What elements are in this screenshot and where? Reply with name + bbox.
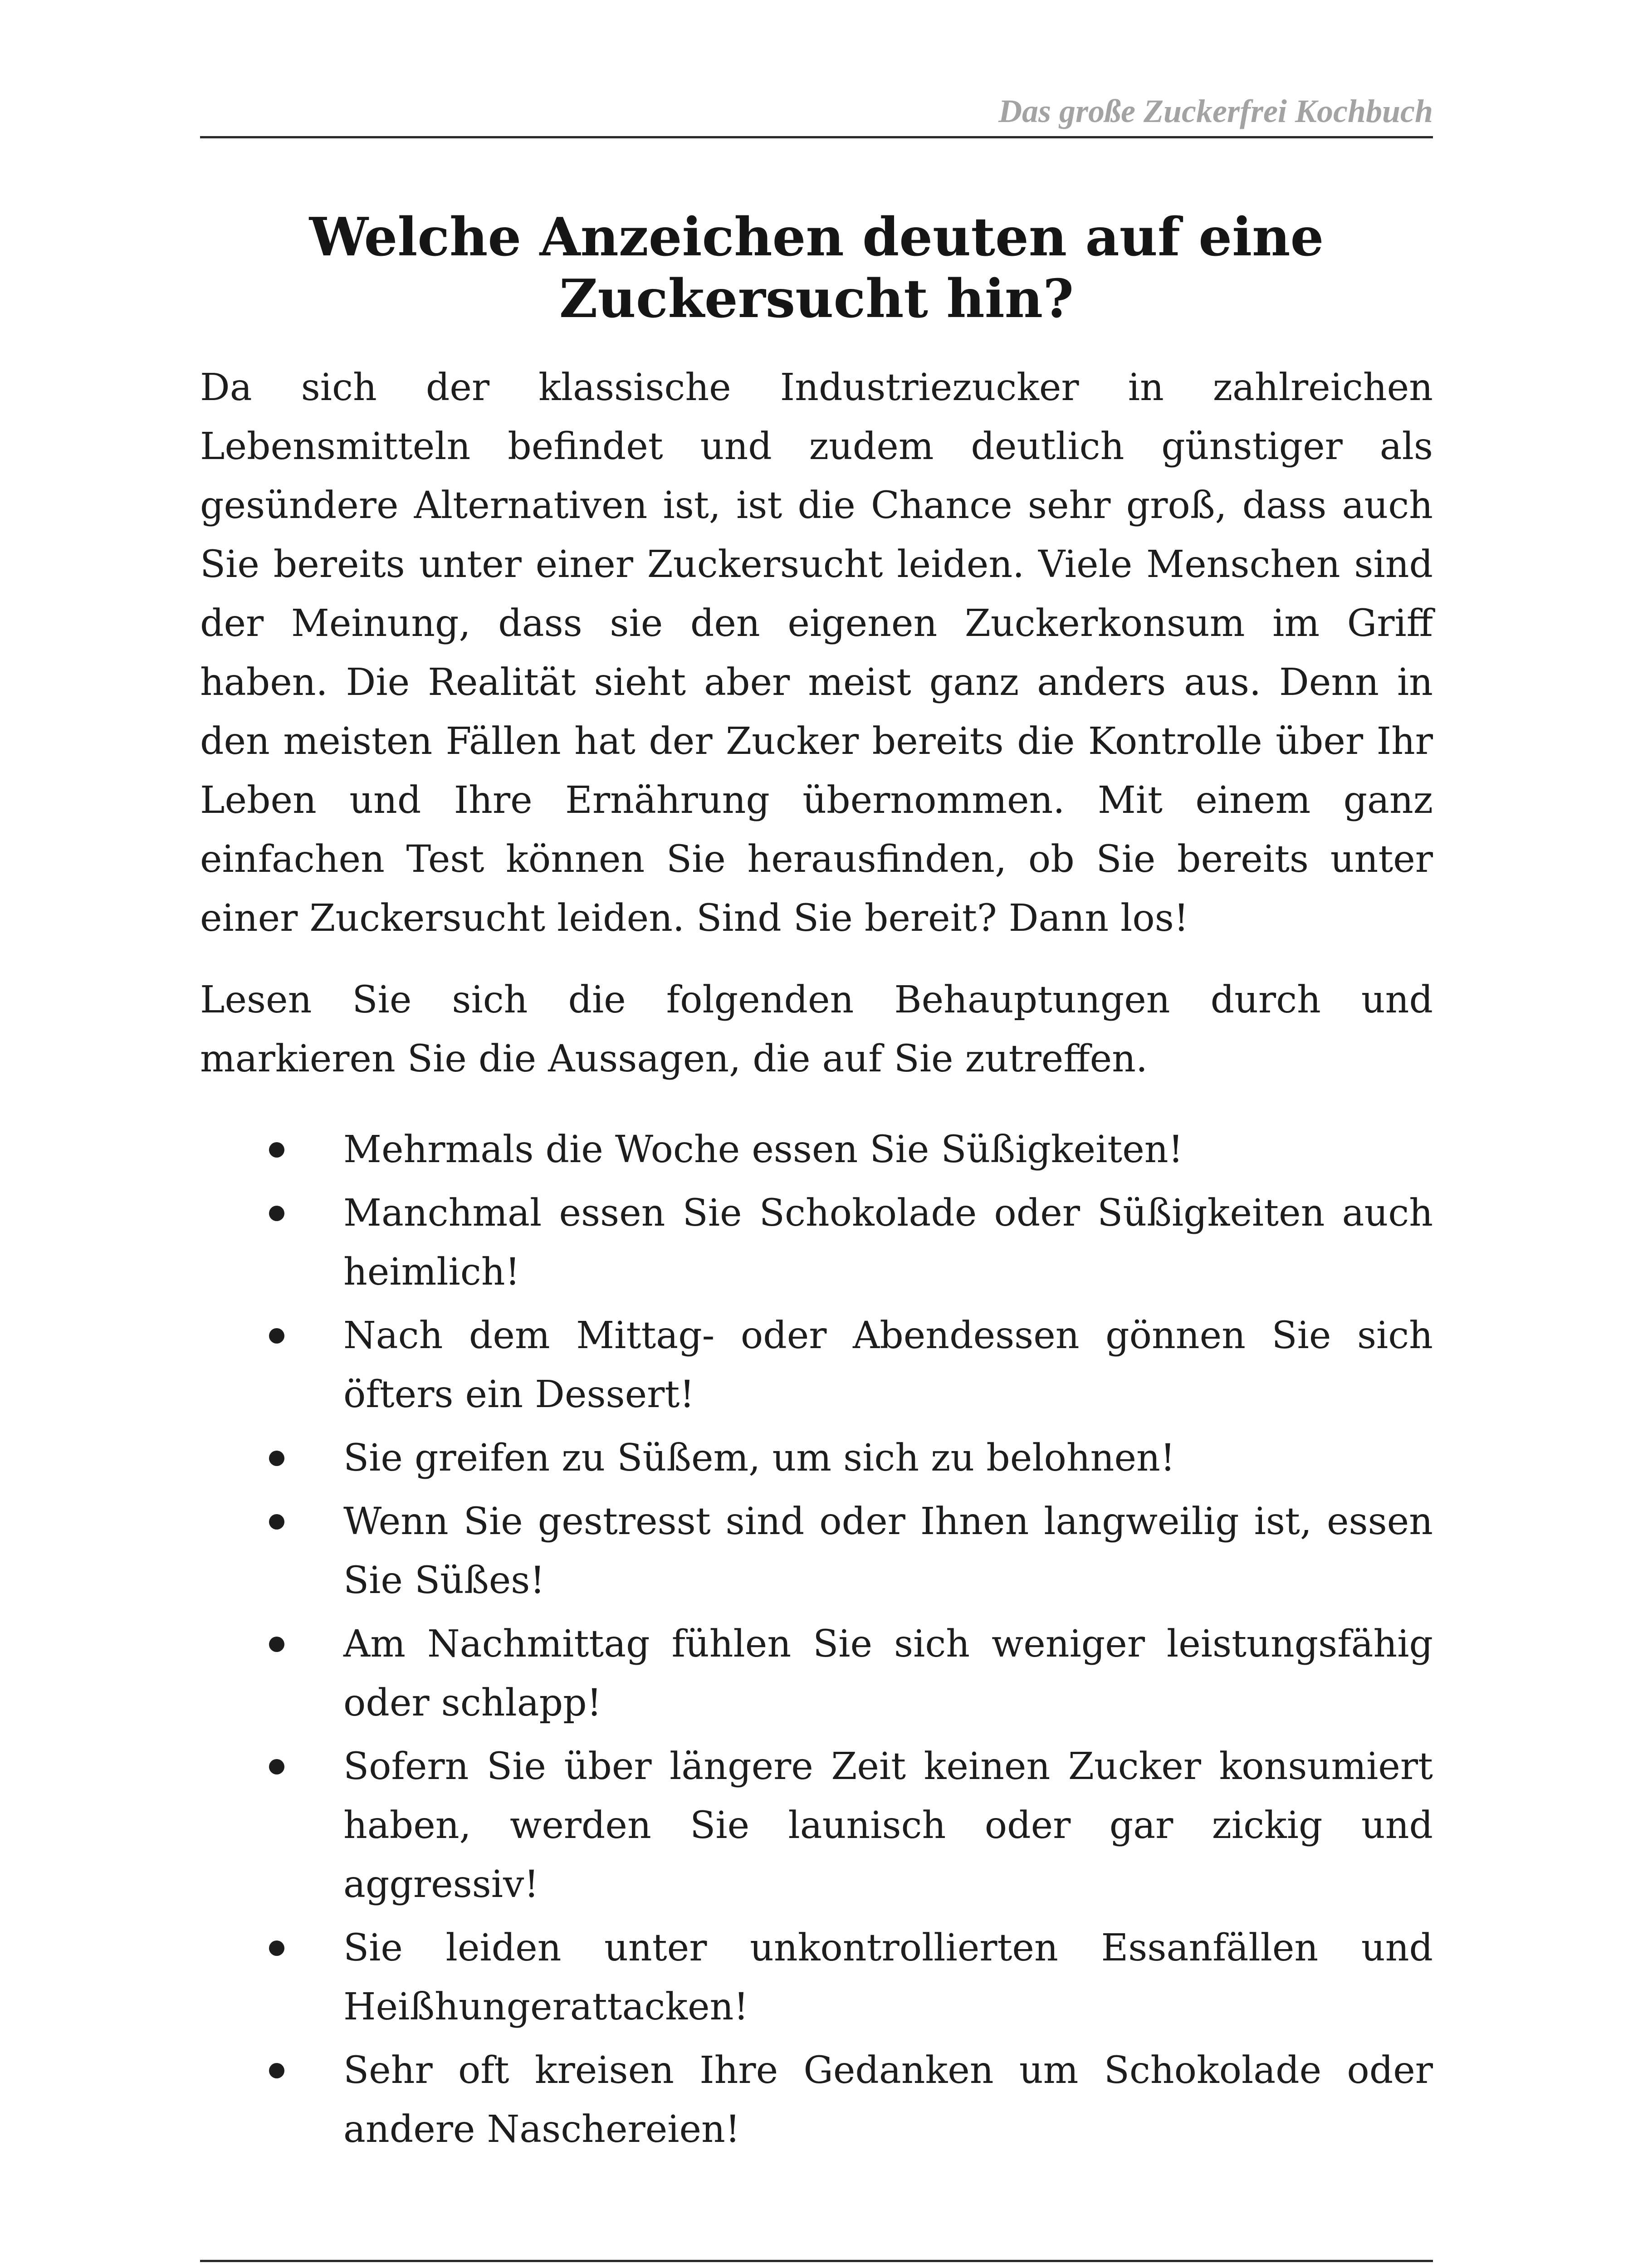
bullet-icon	[269, 1514, 284, 1530]
header-divider	[200, 136, 1433, 138]
list-item	[200, 1184, 1433, 1302]
bullet-icon	[269, 2063, 284, 2078]
footer-divider	[200, 2260, 1433, 2262]
intro-paragraph: Da sich der klassische Industriezucker in zahlreichen Lebensmitteln befindet und zudem deutlich günstiger als gesündere Alternativen ist, ist die Chance sehr groß, dass auch Sie bereits unter einer Zuckersucht leiden. Viele Menschen sind der Meinung, dass sie den eigenen Zuckerkonsum im Griff haben. Die Realität sieht aber meist ganz anders aus. Denn in den meisten Fällen hat der Zucker bereits die Kontrolle über Ihr Leben und Ihre Ernährung übernommen. Mit einem ganz einfachen Test können Sie herausfinden, ob Sie bereits unter einer Zuckersucht leiden. Sind Sie bereit? Dann los!	[200, 366, 1433, 940]
list-item-text: Am Nachmittag fühlen Sie sich weniger leistungsfähig oder schlapp!	[343, 1623, 1433, 1725]
list-item-text: Mehrmals die Woche essen Sie Süßigkeiten!	[343, 1128, 1183, 1171]
bullet-icon	[269, 1637, 284, 1652]
chapter-title: Welche Anzeichen deuten auf eine Zuckersucht hin?	[309, 206, 1324, 330]
list-item-text: Wenn Sie gestresst sind oder Ihnen langweilig ist, essen Sie Süßes!	[343, 1500, 1433, 1602]
list-item	[200, 1615, 1433, 1733]
list-item-text: Sie leiden unter unkontrollierten Essanfällen und Heißhungerattacken!	[343, 1926, 1433, 2028]
bullet-icon	[269, 1759, 284, 1774]
list-item	[200, 2041, 1433, 2159]
list-item	[200, 1306, 1433, 1424]
running-header: Das große Zuckerfrei Kochbuch	[998, 93, 1433, 129]
bullet-icon	[269, 1328, 284, 1344]
list-item-text: Manchmal essen Sie Schokolade oder Süßigkeiten auch heimlich!	[343, 1192, 1433, 1294]
list-item	[200, 1919, 1433, 2037]
bullet-icon	[269, 1206, 284, 1221]
bullet-icon	[269, 1142, 284, 1158]
instruction-paragraph: Lesen Sie sich die folgenden Behauptungen durch und markieren Sie die Aussagen, die auf Sie zutreffen.	[200, 978, 1433, 1080]
list-item	[200, 1429, 1433, 1488]
list-item-text: Nach dem Mittag- oder Abendessen gönnen Sie sich öfters ein Dessert!	[343, 1314, 1433, 1416]
bullet-icon	[269, 1941, 284, 1956]
bullet-icon	[269, 1451, 284, 1466]
list-item-text: Sehr oft kreisen Ihre Gedanken um Schokolade oder andere Naschereien!	[343, 2049, 1433, 2151]
symptom-list	[200, 1120, 1433, 2164]
list-item	[200, 1492, 1433, 1610]
list-item-text: Sie greifen zu Süßem, um sich zu belohnen!	[343, 1437, 1175, 1480]
list-item	[200, 1737, 1433, 1914]
list-item-text: Sofern Sie über längere Zeit keinen Zucker konsumiert haben, werden Sie launisch oder gar zickig und aggressiv!	[343, 1745, 1433, 1906]
list-item	[200, 1120, 1433, 1179]
